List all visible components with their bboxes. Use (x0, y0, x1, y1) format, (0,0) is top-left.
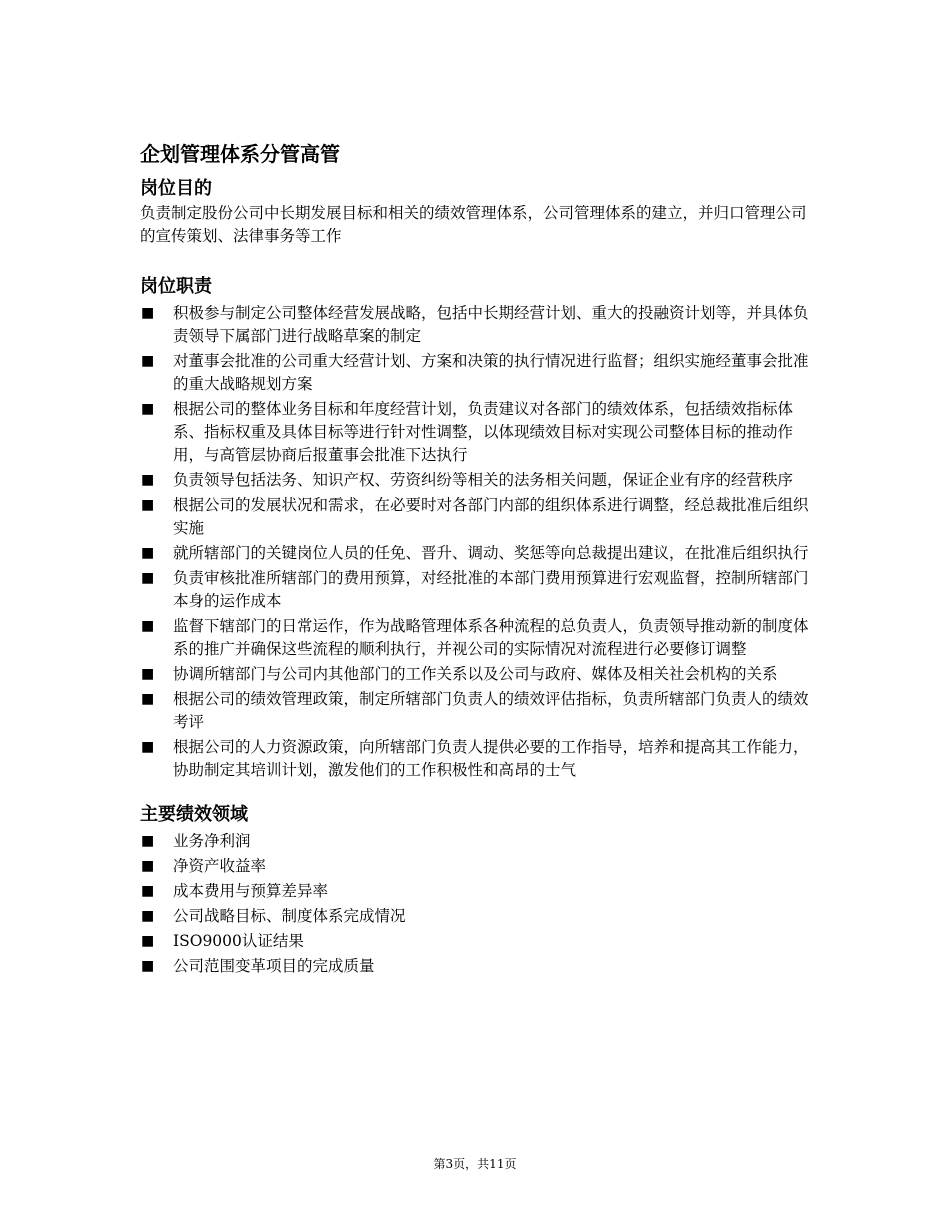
duty-item (140, 736, 820, 782)
kpi-text: 净资产收益率 (173, 857, 267, 875)
kpi-item (140, 855, 440, 878)
duty-text: 就所辖部门的关键岗位人员的任免、晋升、调动、奖惩等向总裁提出建议，在批准后组织执行 (173, 544, 809, 562)
purpose-section (140, 176, 820, 248)
bullet-square-icon: ■ (141, 618, 155, 634)
bullet-square-icon: ■ (141, 472, 155, 488)
bullet-square-icon: ■ (141, 545, 155, 561)
bullet-square-icon: ■ (141, 497, 155, 513)
duty-item (140, 469, 820, 492)
kpi-item (140, 955, 440, 978)
duty-item (140, 615, 820, 661)
duties-heading: 岗位职责 (140, 276, 212, 297)
purpose-heading: 岗位目的 (140, 178, 212, 199)
duty-text: 负责审核批准所辖部门的费用预算，对经批准的本部门费用预算进行宏观监督，控制所辖部门本身的运作成本 (173, 569, 809, 610)
duty-text: 负责领导包括法务、知识产权、劳资纠纷等相关的法务相关问题，保证企业有序的经营秩序 (173, 471, 794, 489)
duty-text: 根据公司的人力资源政策，向所辖部门负责人提供必要的工作指导，培养和提高其工作能力，协助制定其培训计划，激发他们的工作积极性和高昂的士气 (173, 738, 809, 779)
duty-item (140, 302, 820, 348)
kpi-list (140, 830, 440, 978)
duties-section (140, 274, 820, 782)
page-title: 企划管理体系分管高管 (140, 142, 340, 166)
kpi-item (140, 880, 440, 903)
duty-item (140, 494, 820, 540)
bullet-square-icon: ■ (141, 739, 155, 755)
kpi-heading: 主要绩效领域 (140, 804, 248, 825)
duty-text: 积极参与制定公司整体经营发展战略，包括中长期经营计划、重大的投融资计划等，并具体负责领导下属部门进行战略草案的制定 (173, 304, 809, 345)
bullet-square-icon: ■ (141, 401, 155, 417)
bullet-square-icon: ■ (141, 666, 155, 682)
bullet-square-icon: ■ (141, 305, 155, 321)
purpose-text: 负责制定股份公司中长期发展目标和相关的绩效管理体系，公司管理体系的建立，并归口管理公司的宣传策划、法律事务等工作 (140, 204, 807, 245)
kpi-item (140, 930, 440, 953)
document-body (140, 176, 820, 980)
kpi-text: 业务净利润 (173, 832, 251, 850)
kpi-item (140, 830, 440, 853)
kpi-text: 公司范围变革项目的完成质量 (173, 957, 375, 975)
duty-text: 对董事会批准的公司重大经营计划、方案和决策的执行情况进行监督；组织实施经董事会批准的重大战略规划方案 (173, 352, 809, 393)
bullet-square-icon: ■ (141, 691, 155, 707)
bullet-square-icon: ■ (141, 858, 155, 874)
duties-list (140, 302, 820, 782)
duty-text: 监督下辖部门的日常运作，作为战略管理体系各种流程的总负责人，负责领导推动新的制度体系的推广并确保这些流程的顺利执行，并视公司的实际情况对流程进行必要修订调整 (173, 617, 809, 658)
bullet-square-icon: ■ (141, 833, 155, 849)
page-footer: 第3页，共11页 (433, 1157, 517, 1171)
duty-item (140, 542, 820, 565)
duty-item (140, 567, 820, 613)
bullet-square-icon: ■ (141, 933, 155, 949)
kpi-text: 公司战略目标、制度体系完成情况 (173, 907, 406, 925)
bullet-square-icon: ■ (141, 958, 155, 974)
bullet-square-icon: ■ (141, 570, 155, 586)
kpi-item (140, 905, 440, 928)
duty-item (140, 350, 820, 396)
kpi-text: 成本费用与预算差异率 (173, 882, 329, 900)
kpi-text: ISO9000认证结果 (173, 932, 304, 950)
duty-text: 根据公司的发展状况和需求，在必要时对各部门内部的组织体系进行调整，经总裁批准后组织实施 (173, 496, 809, 537)
duty-item (140, 688, 820, 734)
duty-item (140, 398, 820, 467)
duty-text: 根据公司的整体业务目标和年度经营计划，负责建议对各部门的绩效体系，包括绩效指标体系、指标权重及具体目标等进行针对性调整，以体现绩效目标对实现公司整体目标的推动作用，与高管层协商后报董事会批准下达执行 (173, 400, 794, 464)
bullet-square-icon: ■ (141, 883, 155, 899)
duty-item (140, 663, 820, 686)
bullet-square-icon: ■ (141, 353, 155, 369)
duty-text: 根据公司的绩效管理政策，制定所辖部门负责人的绩效评估指标，负责所辖部门负责人的绩效考评 (173, 690, 809, 731)
kpi-section (140, 802, 820, 978)
bullet-square-icon: ■ (141, 908, 155, 924)
duty-text: 协调所辖部门与公司内其他部门的工作关系以及公司与政府、媒体及相关社会机构的关系 (173, 665, 778, 683)
